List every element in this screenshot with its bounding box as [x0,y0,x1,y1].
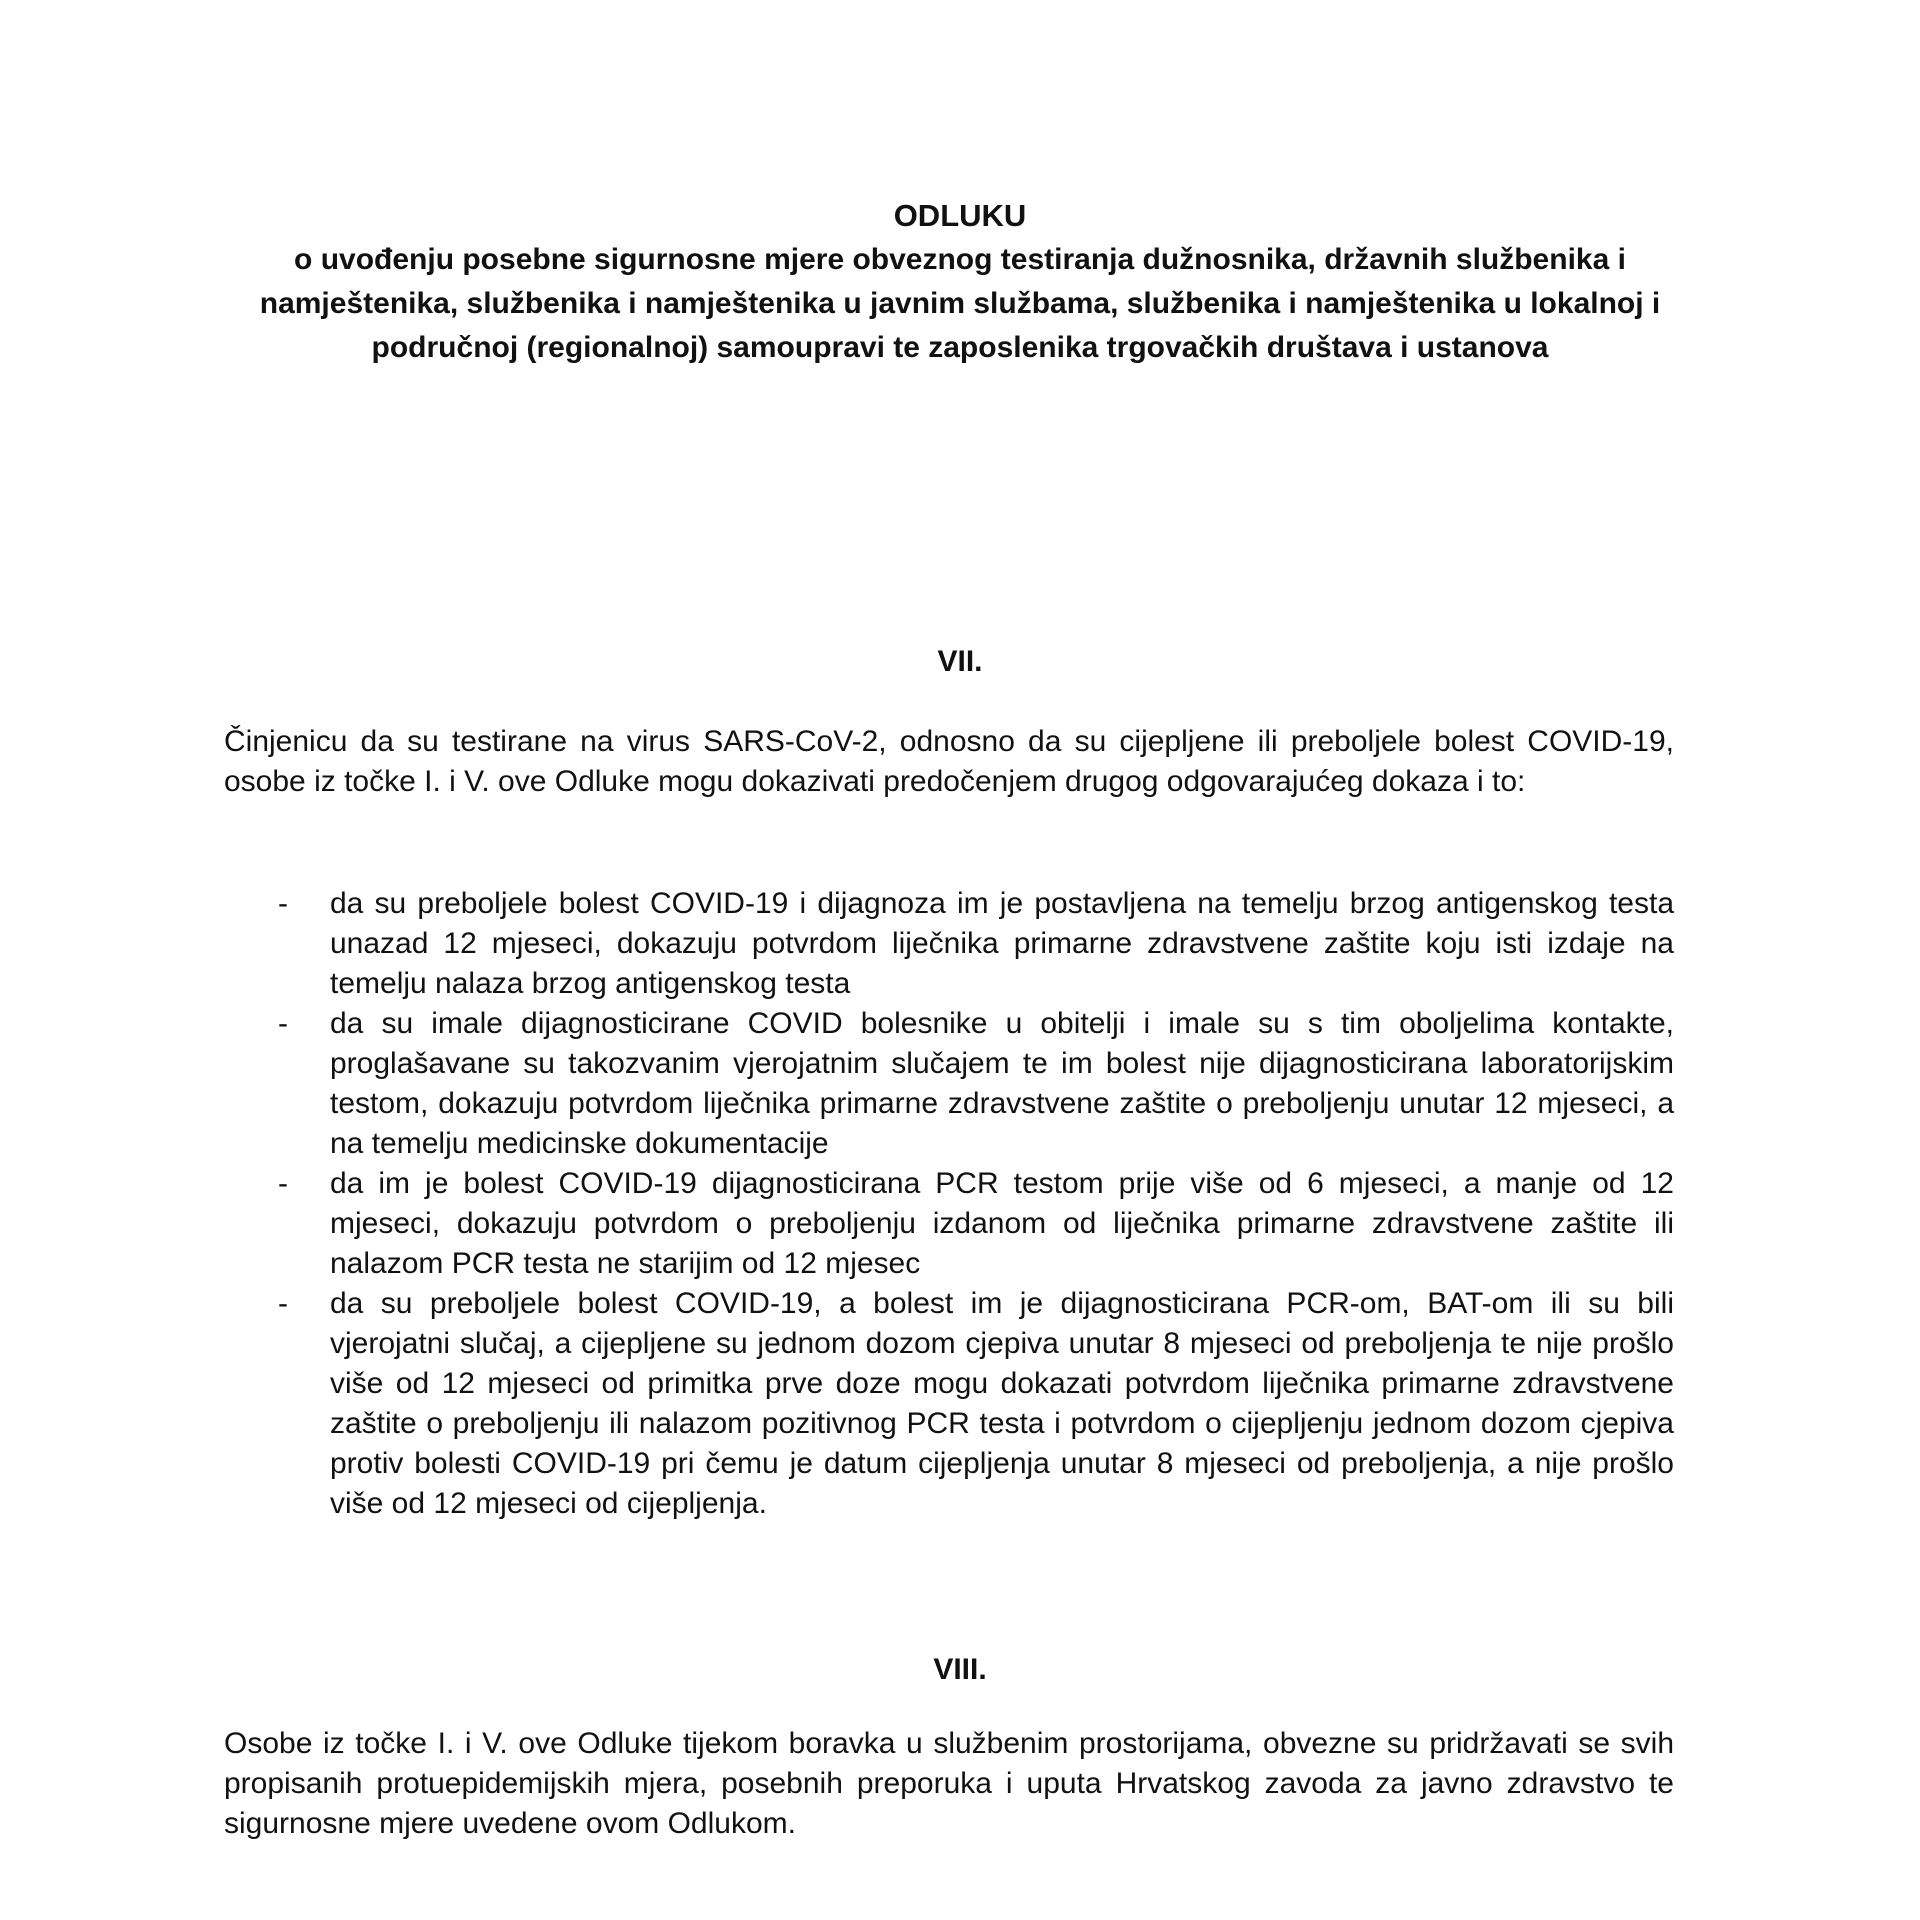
bullet-dash: - [278,1287,288,1320]
list-item-text: da su preboljele bolest COVID-19 i dijagnoza im je postavljena na temelju brzog antigenskog testa unazad 12 mjeseci, dokazuju potvrdom liječnika primarne zdravstvene zaštite koju isti izdaje na temelju nalaza brzog antigenskog testa [330,887,1674,1000]
bullet-dash: - [278,1007,288,1040]
list-item [224,1004,1674,1164]
document-title: ODLUKU [893,198,1027,233]
section-heading-vii: VII. [937,645,983,678]
section-vii-intro: Činjenicu da su testirane na virus SARS-CoV-2, odnosno da su cijepljene ili preboljele bolest COVID-19, osobe iz točke I. i V. ove Odluke mogu dokazivati predočenjem drugog odgovarajućeg dokaza i to: [224,725,1674,798]
list-item-text: da su preboljele bolest COVID-19, a bolest im je dijagnosticirana PCR-om, BAT-om ili su bili vjerojatni slučaj, a cijepljene su jednom dozom cjepiva unutar 8 mjeseci od preboljenja te nije prošlo više od 12 mjeseci od primitka prve doze mogu dokazati potvrdom liječnika primarne zdravstvene zaštite o preboljenju ili nalazom pozitivnog PCR testa i potvrdom o cijepljenju jednom dozom cjepiva protiv bolesti COVID-19 pri čemu je datum cijepljenja unutar 8 mjeseci od preboljenja, a nije prošlo više od 12 mjeseci od cijepljenja. [330,1287,1674,1520]
list-item-text: da su imale dijagnosticirane COVID bolesnike u obitelji i imale su s tim oboljelima kontakte, proglašavane su takozvanim vjerojatnim slučajem te im bolest nije dijagnosticirana laboratorijskim testom, dokazuju potvrdom liječnika primarne zdravstvene zaštite o preboljenju unutar 12 mjeseci, a na temelju medicinske dokumentacije [330,1007,1674,1160]
list-item [224,884,1674,1004]
section-vii-list [224,884,1674,1524]
list-item [224,1284,1674,1524]
list-item-text: da im je bolest COVID-19 dijagnosticirana PCR testom prije više od 6 mjeseci, a manje od 12 mjeseci, dokazuju potvrdom o preboljenju izdanom od liječnika primarne zdravstvene zaštite ili nalazom PCR testa ne starijim od 12 mjesec [330,1167,1674,1280]
bullet-dash: - [278,887,288,920]
section-viii-text: Osobe iz točke I. i V. ove Odluke tijekom boravka u službenim prostorijama, obvezne su pridržavati se svih propisanih protuepidemijskih mjera, posebnih preporuka i uputa Hrvatskog zavoda za javno zdravstvo te sigurnosne mjere uvedene ovom Odlukom. [224,1727,1674,1840]
document-subtitle: o uvođenju posebne sigurnosne mjere obveznog testiranja dužnosnika, državnih službenika i namještenika, službenika i namještenika u javnim službama, službenika i namještenika u lokalnoj i područnoj (regionalnoj) samoupravi te zaposlenika trgovačkih društava i ustanova [259,243,1661,364]
section-heading-viii: VIII. [933,1653,987,1686]
list-item [224,1164,1674,1284]
document-title-block [200,194,1720,370]
bullet-dash: - [278,1167,288,1200]
